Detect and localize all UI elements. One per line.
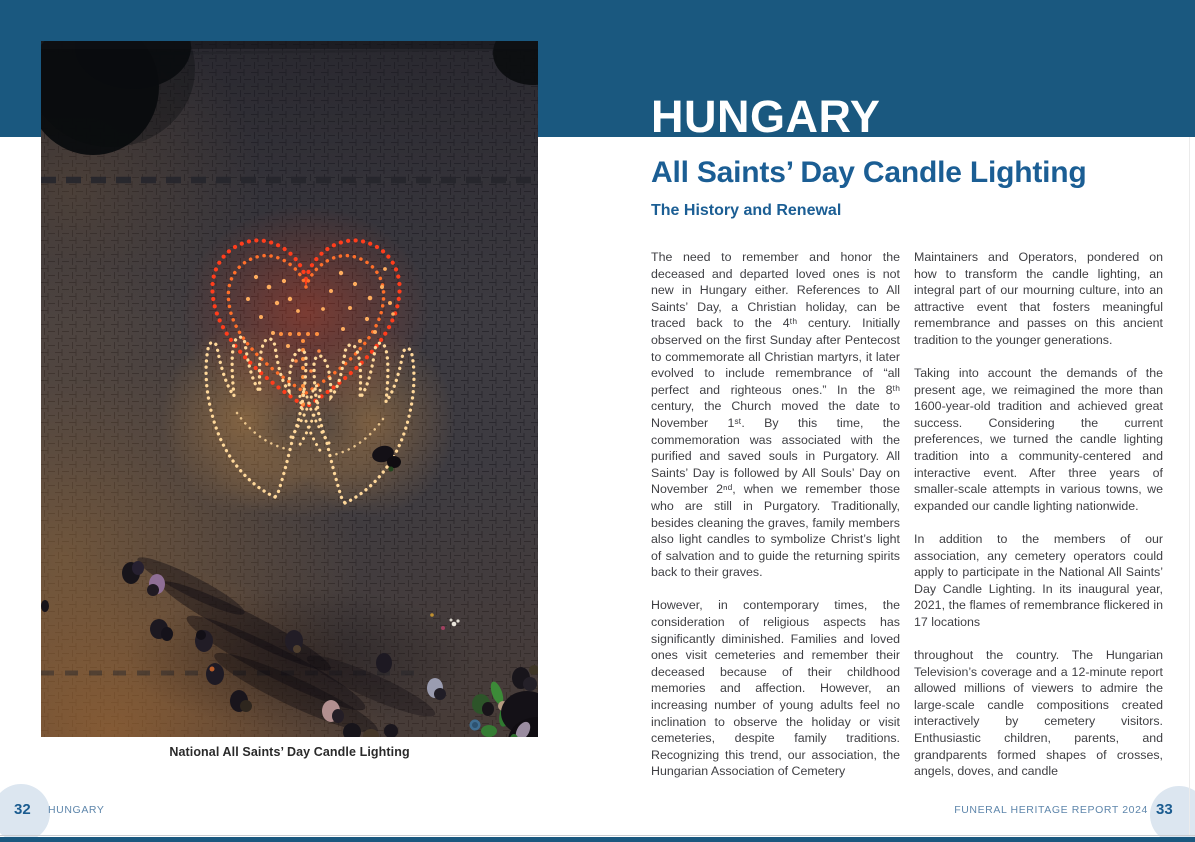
body-column-left <box>651 249 900 796</box>
article-body <box>651 249 1163 796</box>
page-number-right: 33 <box>1156 801 1173 818</box>
body-paragraph: The need to remember and honor the deceased and departed loved ones is not new in Hungary either. References to All Saints’ Day, a Christian holiday, can be traced back to the 4ᵗʰ century. Initially observed on the first Sunday after Pentecost to commemorate all Christian martyrs, it later evolved to include remembrance of “all perfect and righteous ones.” In the 8ᵗʰ century, the Church moved the date to November 1ˢᵗ. By this time, the commemoration was associated with the purified and saved souls in Purgatory. All Saints’ Day is followed by All Souls’ Day on November 2ⁿᵈ, when we remember those who are still in Purgatory. Traditionally, besides cleaning the graves, family members also light candles to symbolize Christ’s light of salvation and to guide the returning spirits back to their graves. <box>651 250 900 580</box>
footer-section-label: HUNGARY <box>48 804 105 816</box>
footer-report-label: FUNERAL HERITAGE REPORT 2024 <box>954 804 1148 816</box>
body-paragraph: Taking into account the demands of the present age, we reimagined the more than 1600-year-old tradition and achieved great success. Considering the current preferences, we turned the candle lighting tradition into a community-centered and interactive event. After three years of smaller-scale attempts in various towns, we expanded our candle lighting nationwide. <box>914 366 1163 513</box>
article-subtitle: The History and Renewal <box>651 202 842 219</box>
footer-divider <box>0 835 1195 836</box>
bottom-band <box>0 837 1195 842</box>
body-paragraph: In addition to the members of our association, any cemetery operators could apply to participate in the National All Saints’ Day Candle Lighting. In its inaugural year, 2021, the flames of remembrance flickered in 17 locations <box>914 531 1163 629</box>
body-paragraph: Maintainers and Operators, pondered on how to transform the candle lighting, an integral part of our mourning culture, into an attractive event that fosters meaningful remembrance and passes on this ancient tradition to the younger generations. <box>914 250 1163 347</box>
article-title: All Saints’ Day Candle Lighting <box>651 156 1087 189</box>
page-number-left: 32 <box>14 801 31 818</box>
body-column-right <box>914 249 1163 796</box>
country-kicker: HUNGARY <box>651 91 881 142</box>
body-paragraph: However, in contemporary times, the consideration of religious aspects has significantly diminished. Families and loved ones visit cemeteries and remember their deceased because of their childhood memories and affection. However, an increasing number of young adults feel no inclination to observe the holiday or visit cemeteries, despite family traditions. Recognizing this trend, our association, the Hungarian Association of Cemetery <box>651 598 900 779</box>
page-edge-line <box>1189 137 1190 835</box>
photo-caption: National All Saints’ Day Candle Lighting <box>169 745 410 759</box>
candle-lighting-photo <box>41 41 538 737</box>
body-paragraph: throughout the country. The Hungarian Television’s coverage and a 12-minute report allowed millions of viewers to admire the large-scale candle compositions created interactively by cemetery visitors. Enthusiastic children, parents, and grandparents formed shapes of crosses, angels, doves, and candle <box>914 647 1163 779</box>
